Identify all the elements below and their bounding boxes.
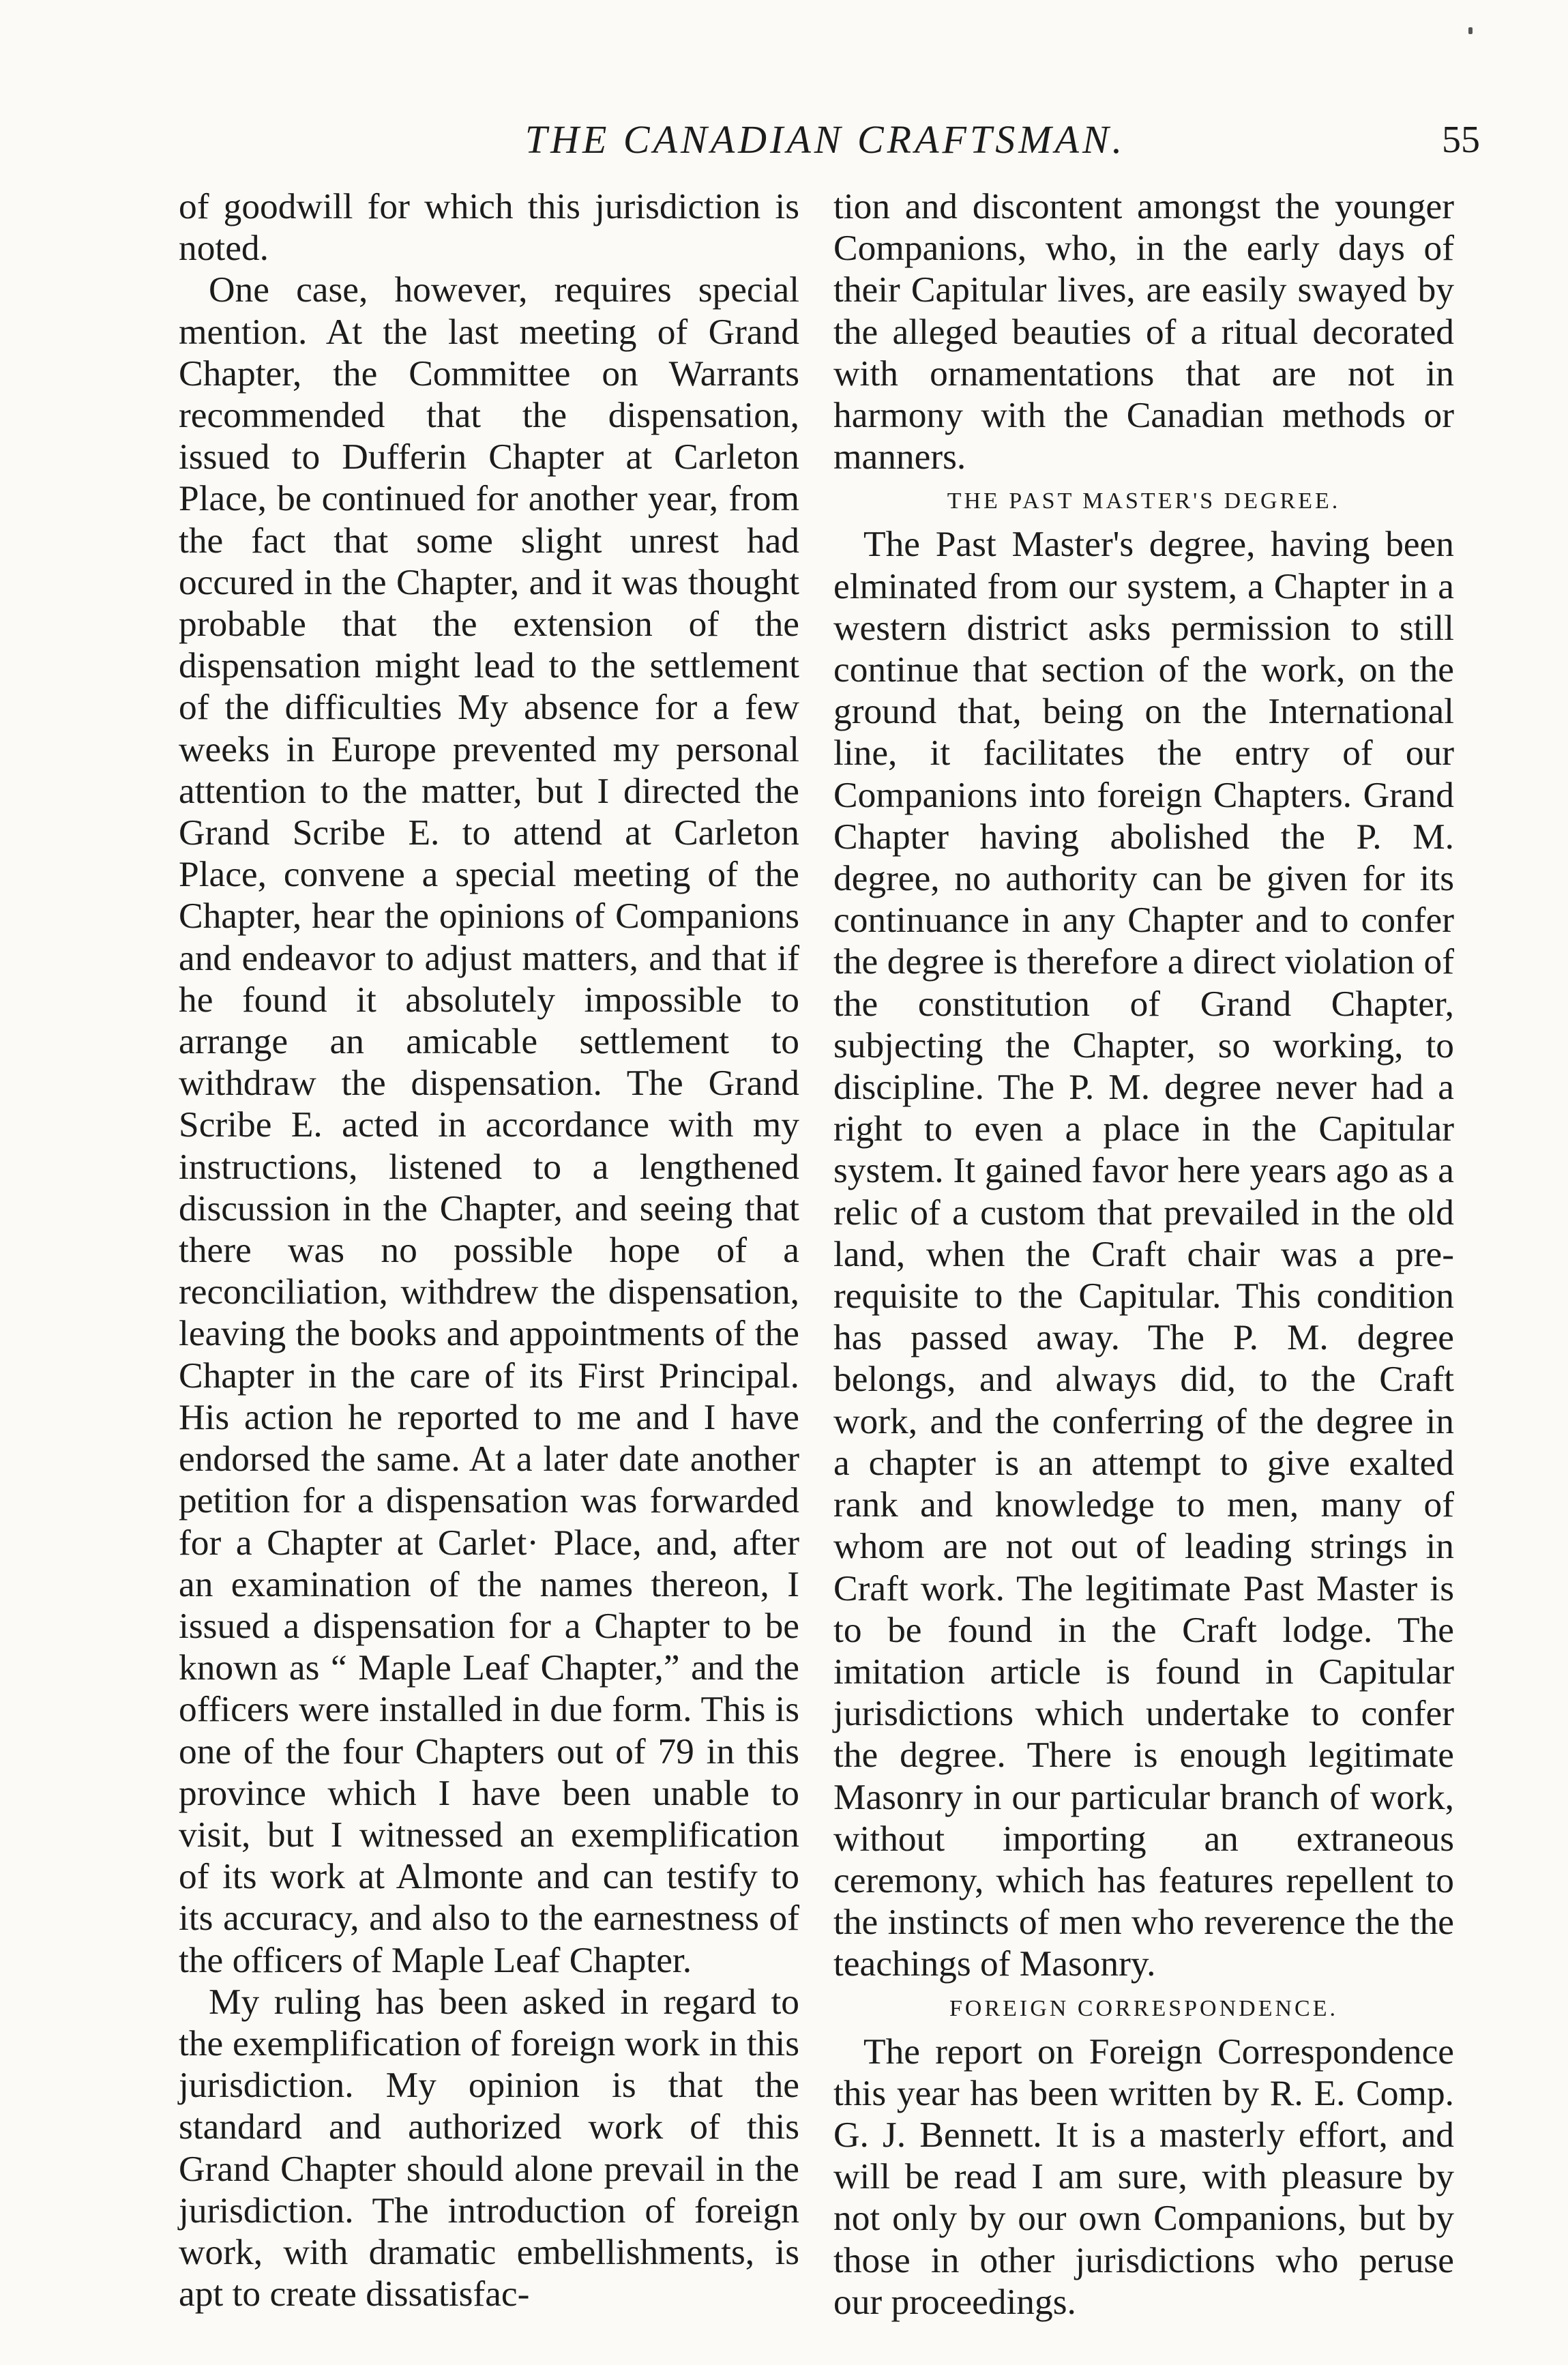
paragraph-foreign-work-ruling: My ruling has been asked in regard to the exemplification of foreign work in this jurisdiction. My opinion is that the standard and authorized work of this Grand Chapter should alone prevail in the jurisdiction. The introduction of foreign work, with dramatic embellishments, is apt to create dissatisfac- bbox=[179, 1980, 799, 2315]
right-column bbox=[833, 186, 1454, 2323]
left-column bbox=[179, 186, 799, 2315]
section-heading-foreign-correspondence: FOREIGN CORRESPONDENCE. bbox=[949, 1995, 1338, 2021]
page-number: 55 bbox=[1442, 119, 1480, 161]
print-speck bbox=[1468, 27, 1473, 34]
page-header bbox=[171, 109, 1480, 171]
paragraph-dufferin-chapter: One case, however, requires special mention. At the last meeting of Grand Chapter, the Committee on Warrants recommended that the dispensation, issued to Dufferin Chapter at Carleton Place, be continued for another year, from the fact that some slight unrest had occured in the Chapter, and it was thought probable that the extension of the dispensation might lead to the settlement of the difficulties My absence for a few weeks in Europe prevented my personal attention to the matter, but I directed the Grand Scribe E. to attend at Carleton Place, convene a special meeting of the Chapter, hear the opinions of Companions and endeavor to adjust matters, and that if he found it absolutely impossible to arrange an amicable settlement to withdraw the dispensation. The Grand Scribe E. acted in accordance with my instructions, listened to a lengthened discussion in the Chapter, and seeing that there was no possible hope of a reconciliation, withdrew the dispensation, leaving the books and appointments of the Chapter in the care of its First Principal. His action he reported to me and I have endorsed the same. At a later date another petition for a dispensation was forwarded for a Chapter at Carlet· Place, and, after an examination of the names thereon, I issued a dispensation for a Chapter to be known as “ Maple Leaf Chapter,” and the officers were installed in due form. This is one of the four Chapters out of 79 in this province which I have been unable to visit, but I witnessed an exemplification of its work at Almonte and can testify to its accuracy, and also to the earnestness of the officers of Maple Leaf Chapter. bbox=[179, 269, 799, 1980]
section-heading-past-masters-degree: THE PAST MASTER'S DEGREE. bbox=[947, 488, 1341, 514]
paragraph-past-masters-degree: The Past Master's degree, having been elminated from our system, a Chapter in a western district asks permission to still continue that section of the work, on the ground that, being on the International line, it facilitates the entry of our Companions into foreign Chapters. Grand Chapter having abolished the P. M. degree, no authority can be given for its continuance in any Chapter and to confer the degree is therefore a direct violation of the constitution of Grand Chapter, subjecting the Chapter, so working, to discipline. The P. M. degree never had a right to even a place in the Capitular system. It gained favor here years ago as a relic of a custom that prevailed in the old land, when the Craft chair was a pre-requisite to the Capitular. This condition has passed away. The P. M. degree belongs, and always did, to the Craft work, and the conferring of the degree in a chapter is an attempt to give exalted rank and knowledge to men, many of whom are not out of leading strings in Craft work. The legitimate Past Master is to be found in the Craft lodge. The imitation article is found in Capitular jurisdictions which undertake to confer the degree. There is enough legitimate Masonry in our particular branch of work, without importing an extraneous ceremony, which has features repellent to the instincts of men who reverence the the teachings of Masonry. bbox=[833, 523, 1454, 1984]
running-title: THE CANADIAN CRAFTSMAN. bbox=[524, 117, 1126, 162]
paragraph-continued: tion and discontent amongst the younger Companions, who, in the early days of their Capitular lives, are easily swayed by the alleged beauties of a ritual decorated with ornamentations that are not in harmony with the Canadian methods or manners. bbox=[833, 186, 1454, 478]
paragraph-foreign-correspondence: The report on Foreign Correspondence this year has been written by R. E. Comp. G. J. Bennett. It is a masterly effort, and will be read I am sure, with pleasure by not only by our own Companions, but by those in other jurisdictions who peruse our proceedings. bbox=[833, 2030, 1454, 2322]
paragraph-continuation: of goodwill for which this jurisdiction is noted. bbox=[179, 186, 799, 269]
